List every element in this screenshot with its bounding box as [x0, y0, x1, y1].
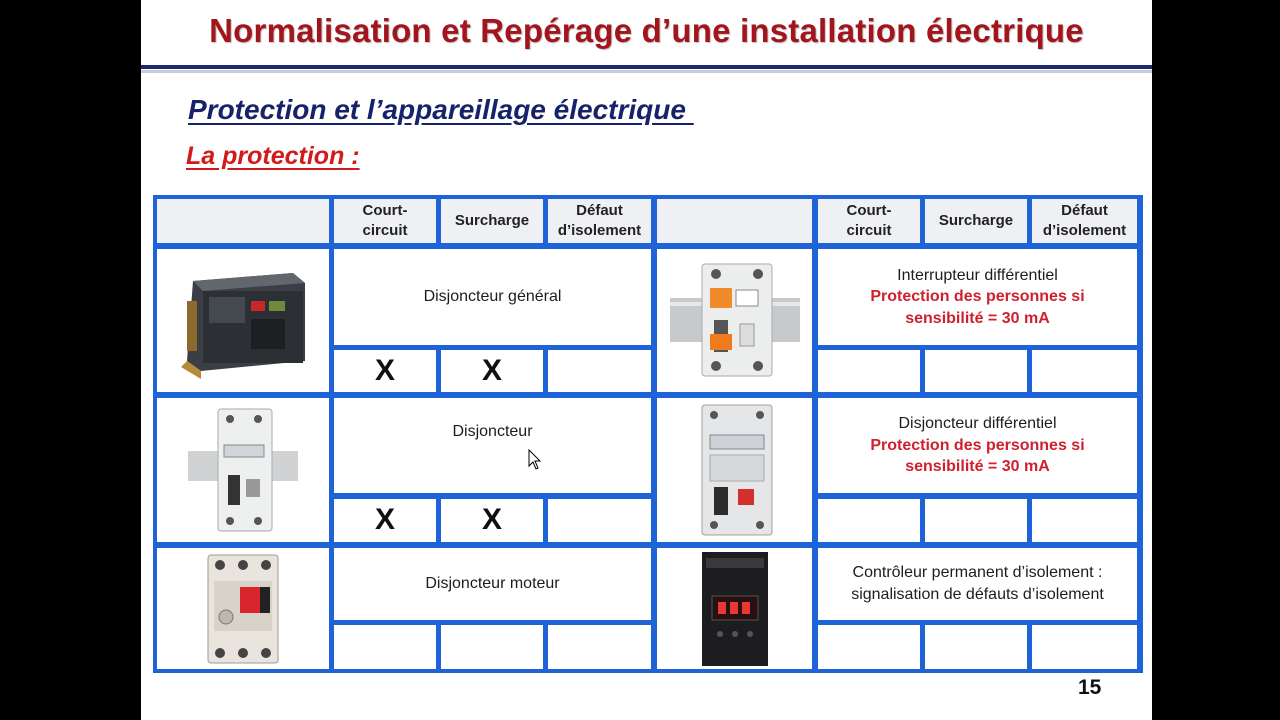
header-surcharge-left: Surcharge	[441, 199, 543, 243]
device-note: Protection des personnes si	[870, 436, 1085, 454]
air-circuit-breaker-icon	[173, 261, 313, 381]
device-description-cell	[818, 548, 1137, 620]
page-number: 15	[1078, 676, 1102, 699]
motor-breaker-icon	[198, 551, 288, 667]
header-text: Court-	[846, 201, 892, 219]
cell-surcharge	[925, 625, 1027, 669]
cell-surcharge	[925, 350, 1027, 392]
cell-court-circuit: X	[334, 350, 436, 392]
cell-court-circuit	[334, 625, 436, 669]
cell-court-circuit	[818, 350, 920, 392]
insulation-monitor-icon	[690, 550, 780, 668]
mouse-cursor-icon	[528, 449, 542, 471]
slide-subtitle: Protection et l’appareillage électrique	[188, 94, 694, 125]
image-cell-disjoncteur	[157, 398, 329, 542]
header-text: Défaut	[576, 201, 623, 219]
cell-defaut	[1032, 625, 1137, 669]
image-cell-disjoncteur-differentiel	[657, 398, 812, 542]
image-cell-controleur-isolement	[657, 548, 812, 669]
cell-defaut	[548, 499, 651, 542]
device-note: Protection des personnes si	[870, 288, 1085, 306]
title-rule	[141, 65, 1152, 69]
cell-defaut	[1032, 499, 1137, 542]
cell-defaut	[1032, 350, 1137, 392]
device-name: Disjoncteur différentiel	[898, 415, 1057, 433]
cell-court-circuit	[818, 499, 920, 542]
header-surcharge-right: Surcharge	[925, 199, 1027, 243]
device-name: Contrôleur permanent d’isolement :	[852, 564, 1103, 582]
cell-surcharge	[925, 499, 1027, 542]
cell-court-circuit: X	[334, 499, 436, 542]
header-image-left	[157, 199, 329, 243]
device-name: signalisation de défauts d’isolement	[851, 586, 1104, 603]
rcd-switch-icon	[670, 258, 800, 383]
device-note: sensibilité = 30 mA	[905, 309, 1050, 327]
image-cell-disjoncteur-general	[157, 249, 329, 392]
cell-surcharge: X	[441, 499, 543, 542]
header-defaut-right	[1032, 199, 1137, 243]
device-name-cell: Disjoncteur général	[334, 249, 651, 345]
title-rule-shadow	[141, 70, 1152, 73]
protection-table	[153, 195, 1143, 673]
header-text: circuit	[362, 222, 408, 239]
header-text: d’isolement	[1042, 222, 1127, 239]
device-name-cell: Disjoncteur moteur	[334, 548, 651, 620]
device-description-cell	[818, 398, 1137, 493]
header-court-circuit-left	[334, 199, 436, 243]
device-description-cell	[818, 249, 1137, 345]
device-name: Disjoncteur	[452, 422, 533, 440]
slide	[141, 0, 1152, 720]
cell-defaut	[548, 350, 651, 392]
cell-defaut	[548, 625, 651, 669]
image-cell-interrupteur-differentiel	[657, 249, 812, 392]
slide-title: Normalisation et Repérage d’une installation électrique	[209, 12, 1084, 49]
header-text: Défaut	[1061, 201, 1108, 219]
header-defaut-left	[548, 199, 651, 243]
device-note: sensibilité = 30 mA	[905, 458, 1050, 476]
device-name: Interrupteur différentiel	[897, 266, 1058, 284]
header-court-circuit-right	[818, 199, 920, 243]
cell-surcharge	[441, 625, 543, 669]
header-text: d’isolement	[557, 222, 642, 239]
mcb-icon	[188, 405, 298, 535]
cell-surcharge: X	[441, 350, 543, 392]
image-cell-disjoncteur-moteur	[157, 548, 329, 669]
section-heading: La protection :	[186, 142, 360, 170]
device-name-cell	[334, 398, 651, 493]
rcbo-icon	[680, 401, 790, 539]
header-image-right	[657, 199, 812, 243]
cell-court-circuit	[818, 625, 920, 669]
header-text: circuit	[846, 222, 892, 239]
header-text: Court-	[362, 201, 408, 219]
